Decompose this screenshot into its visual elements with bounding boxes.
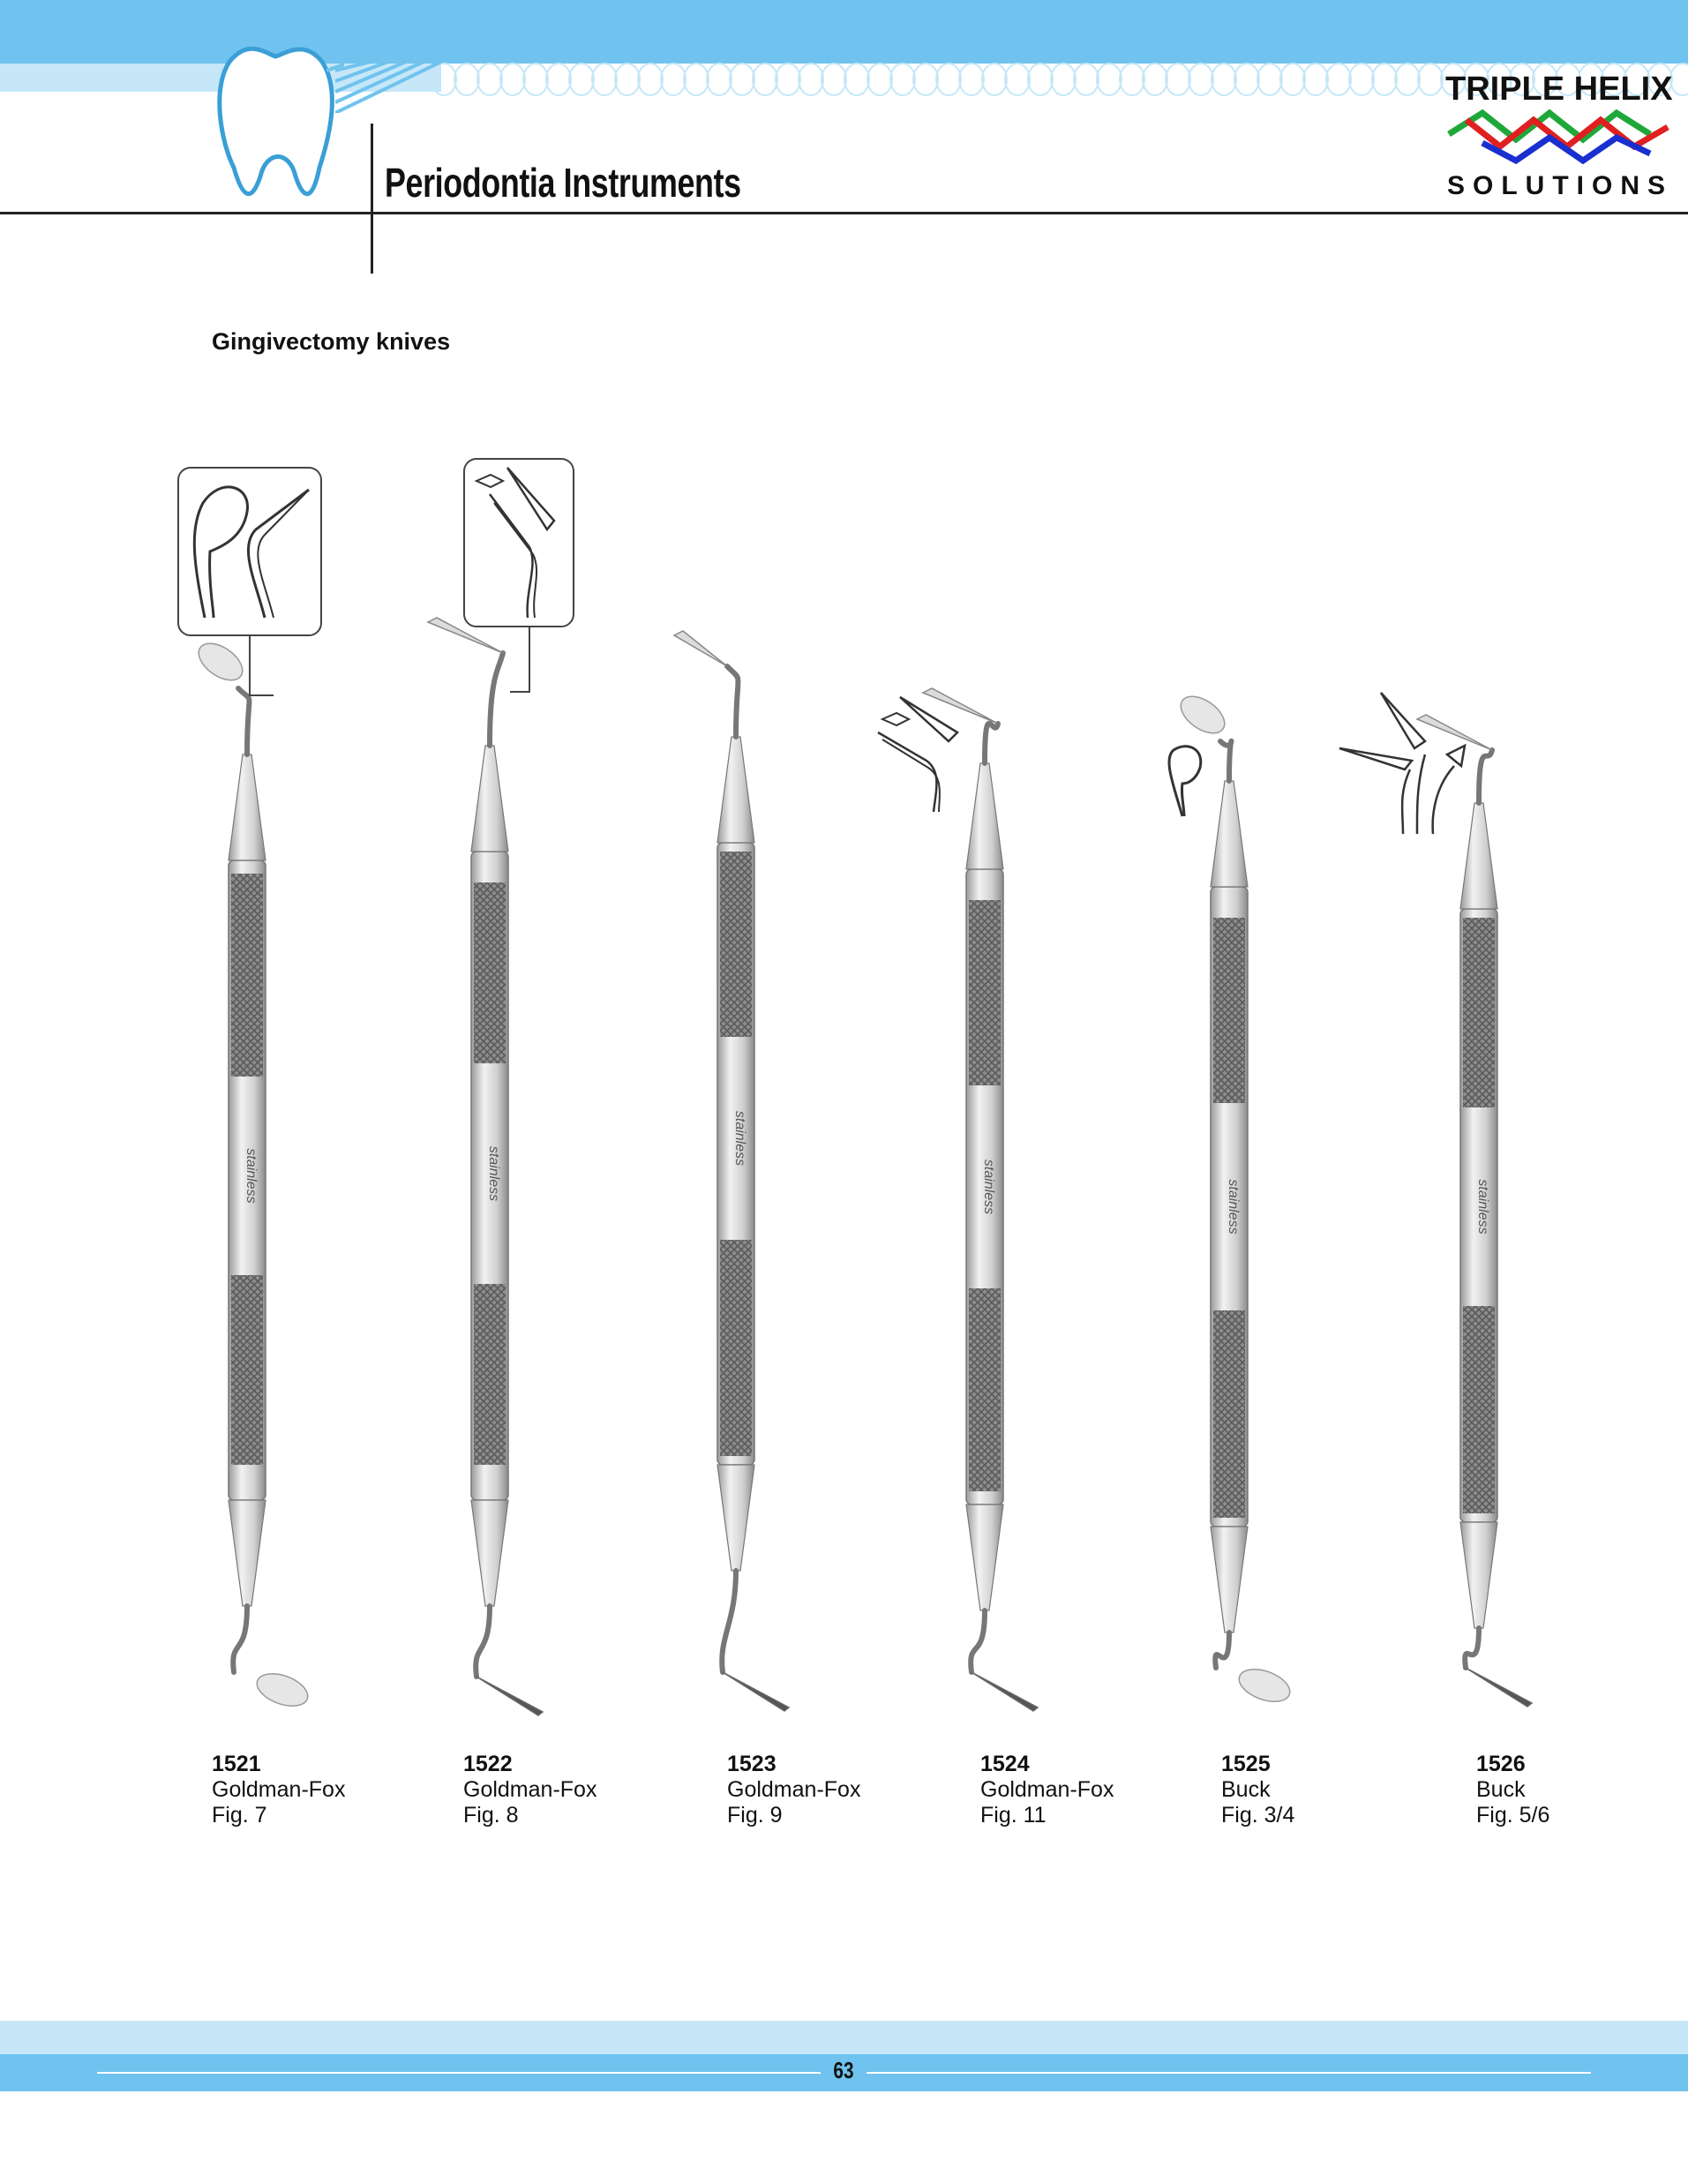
working-end-top bbox=[490, 653, 503, 746]
blade bbox=[252, 1668, 311, 1713]
blade bbox=[674, 631, 727, 666]
shank-taper bbox=[717, 737, 754, 843]
shank-taper bbox=[1460, 803, 1497, 909]
shank-taper bbox=[1460, 1522, 1497, 1628]
caption-1522 bbox=[463, 1752, 596, 1828]
working-end-top bbox=[985, 724, 998, 763]
stainless-stamp: stainless bbox=[1475, 1179, 1490, 1235]
instrument-fig: Fig. 8 bbox=[463, 1803, 519, 1828]
knurled-grip bbox=[1463, 1306, 1495, 1513]
instrument-name: Goldman-Fox bbox=[727, 1777, 861, 1802]
instrument-fig: Fig. 9 bbox=[727, 1803, 783, 1828]
detail-inset-1521 bbox=[178, 468, 321, 695]
instrument-name: Goldman-Fox bbox=[463, 1777, 597, 1802]
working-end-top bbox=[1220, 741, 1232, 781]
knurled-grip bbox=[1463, 918, 1495, 1107]
blade bbox=[476, 1677, 543, 1715]
knurled-grip bbox=[969, 1288, 1001, 1491]
instrument-code: 1525 bbox=[1221, 1752, 1271, 1776]
caption-1521 bbox=[212, 1752, 345, 1828]
working-end-bottom bbox=[1465, 1628, 1479, 1668]
detail-sketch-1526 bbox=[1339, 693, 1465, 834]
shank-taper bbox=[717, 1465, 754, 1571]
working-end-top bbox=[1479, 750, 1492, 803]
shank-taper bbox=[471, 746, 508, 852]
instrument-code: 1526 bbox=[1476, 1752, 1526, 1776]
caption-1523 bbox=[727, 1752, 860, 1828]
working-end-bottom bbox=[971, 1610, 985, 1672]
logo-text-top: TRIPLE HELIX bbox=[1445, 71, 1673, 108]
working-end-bottom bbox=[1215, 1632, 1229, 1668]
working-end-top bbox=[727, 666, 739, 737]
instrument-name: Buck bbox=[1476, 1777, 1526, 1802]
working-end-top bbox=[238, 688, 250, 754]
blade bbox=[1234, 1663, 1294, 1708]
caption-1526 bbox=[1476, 1752, 1549, 1828]
instrument-1523 bbox=[674, 631, 789, 1711]
instrument-code: 1524 bbox=[980, 1752, 1030, 1776]
blade bbox=[1417, 715, 1492, 750]
instrument-name: Goldman-Fox bbox=[212, 1777, 346, 1802]
detail-sketch-1524 bbox=[878, 697, 957, 812]
instrument-code: 1522 bbox=[463, 1752, 513, 1776]
caption-1525 bbox=[1221, 1752, 1294, 1828]
detail-inset-1522 bbox=[464, 459, 574, 692]
instrument-fig: Fig. 3/4 bbox=[1221, 1803, 1295, 1828]
page-title: Periodontia Instruments bbox=[385, 160, 741, 206]
knurled-grip bbox=[474, 882, 506, 1063]
caption-1524 bbox=[980, 1752, 1114, 1828]
working-end-bottom bbox=[722, 1571, 736, 1672]
shank-taper bbox=[471, 1500, 508, 1606]
instrument-name: Buck bbox=[1221, 1777, 1271, 1802]
instrument-1522 bbox=[428, 618, 543, 1715]
working-end-bottom bbox=[233, 1606, 247, 1672]
knurled-grip bbox=[720, 852, 752, 1037]
working-end-bottom bbox=[476, 1606, 490, 1677]
blade bbox=[723, 1672, 789, 1711]
page-number: 63 bbox=[833, 2057, 854, 2083]
blade bbox=[192, 636, 249, 687]
stainless-stamp: stainless bbox=[732, 1110, 747, 1167]
stainless-stamp: stainless bbox=[244, 1148, 259, 1204]
instrument-code: 1521 bbox=[212, 1752, 261, 1776]
instrument-fig: Fig. 7 bbox=[212, 1803, 267, 1828]
stainless-stamp: stainless bbox=[486, 1145, 501, 1202]
knurled-grip bbox=[969, 900, 1001, 1085]
knurled-grip bbox=[474, 1284, 506, 1465]
shank-taper bbox=[229, 754, 266, 860]
ring-pattern-bottom bbox=[441, 2021, 1688, 2056]
stainless-stamp: stainless bbox=[981, 1159, 996, 1215]
instrument-1524 bbox=[923, 688, 1038, 1711]
knurled-grip bbox=[720, 1240, 752, 1456]
knurled-grip bbox=[1213, 1310, 1245, 1518]
logo-text-bottom: SOLUTIONS bbox=[1447, 171, 1674, 200]
shank-taper bbox=[966, 1505, 1003, 1610]
instrument-code: 1523 bbox=[727, 1752, 776, 1776]
shank-taper bbox=[229, 1500, 266, 1606]
blade bbox=[1466, 1668, 1532, 1707]
blade bbox=[1174, 689, 1231, 740]
instrument-1521 bbox=[192, 636, 312, 1712]
instrument-1525 bbox=[1174, 689, 1294, 1707]
shank-taper bbox=[1211, 781, 1248, 887]
instrument-name: Goldman-Fox bbox=[980, 1777, 1114, 1802]
shank-taper bbox=[1211, 1527, 1248, 1632]
instrument-fig: Fig. 5/6 bbox=[1476, 1803, 1550, 1828]
blade bbox=[972, 1672, 1038, 1711]
instrument-fig: Fig. 11 bbox=[980, 1803, 1047, 1828]
stainless-stamp: stainless bbox=[1226, 1179, 1241, 1235]
knurled-grip bbox=[1213, 918, 1245, 1103]
section-title: Gingivectomy knives bbox=[212, 328, 451, 355]
detail-sketch-1525 bbox=[1169, 747, 1201, 816]
knurled-grip bbox=[231, 1275, 263, 1465]
instrument-1526 bbox=[1417, 715, 1532, 1707]
shank-taper bbox=[966, 763, 1003, 869]
knurled-grip bbox=[231, 874, 263, 1077]
